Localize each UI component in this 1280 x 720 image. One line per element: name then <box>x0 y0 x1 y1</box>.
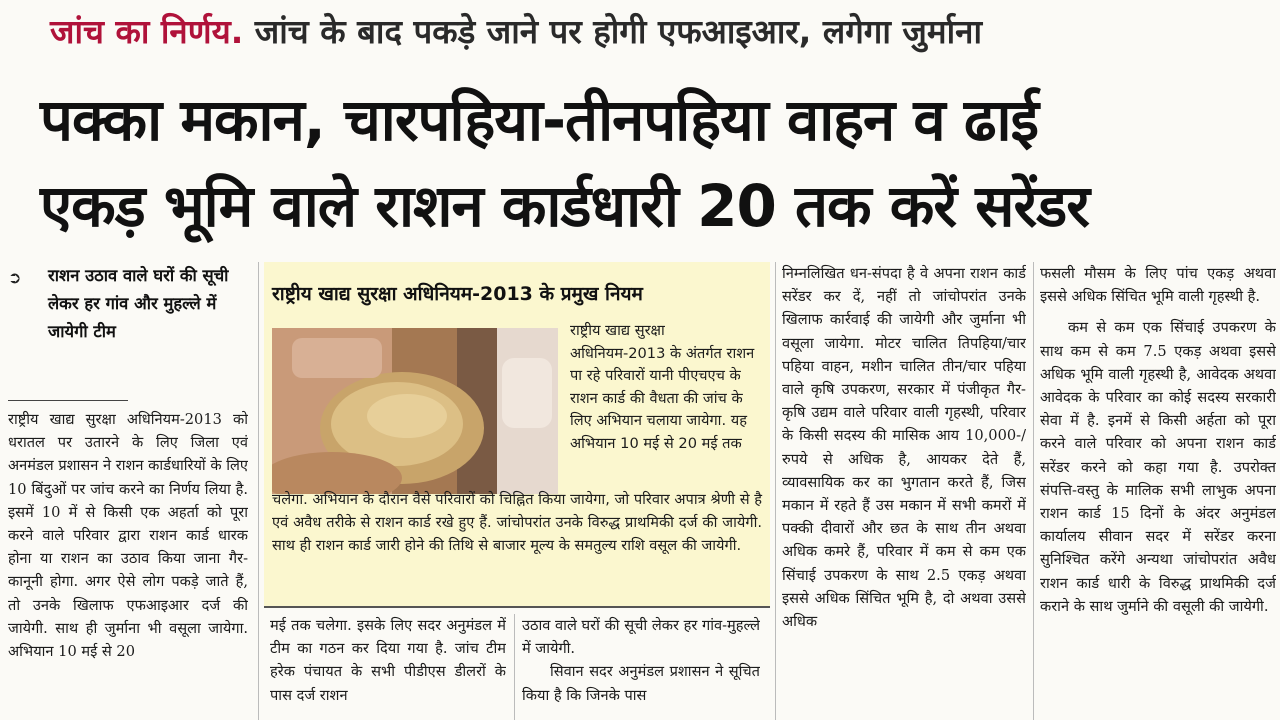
info-box-bottom-text: चलेगा. अभियान के दौरान वैसे परिवारों को चिह्नित किया जायेगा, जो परिवार अपात्र श्रेणी से है एवं अवैध तरीके से राशन कार्ड रखे हुए हैं. जांचोपरांत उनके विरुद्ध प्राथमिकी दर्ज की जायेगी. साथ ही राशन कार्ड जारी होने की तिथि से बाजार मूल्य के समतुल्य राशि वसूल की जायेगी. <box>272 491 762 554</box>
info-box-title: राष्ट्रीय खाद्य सुरक्षा अधिनियम-2013 के प्रमुख नियम <box>272 283 643 305</box>
article-column-2b <box>522 614 760 720</box>
kicker-lead: जांच का निर्णय. <box>50 12 244 51</box>
bullet-text: राशन उठाव वाले घरों की सूची लेकर हर गांव और मुहल्ले में जायेगी टीम <box>48 266 229 341</box>
column-divider <box>775 262 776 720</box>
column-2b-para-2: सिवान सदर अनुमंडल प्रशासन ने सूचित किया है कि जिनके पास <box>522 663 760 704</box>
column-4-para-2: कम से कम एक सिंचाई उपकरण के साथ कम से कम 7.5 एकड़ अथवा इससे अधिक भूमि वाली गृहस्थी है, आवेदक अथवा आवेदक के परिवार का कोई सदस्य सरकारी सेवा में है. इनमें से किसी अर्हता को पूरा करने वाले परिवार को अपना राशन कार्ड सरेंडर करने को कहा गया है. उपरोक्त संपत्ति-वस्तु के मालिक सभी लाभुक अपना राशन कार्ड 15 दिनों के अंदर अनुमंडल कार्यालय सीवान सदर में सरेंडर करना सुनिश्चित करेंगे अन्यथा जांचोपरांत अवैध राशन कार्ड धारी के विरुद्ध प्राथमिकी दर्ज कराने के साथ जुर्माने की वसूली की जायेगी. <box>1040 319 1276 615</box>
bullet-arrow-icon: ➲ <box>8 268 22 287</box>
column-2b-para-1: उठाव वाले घरों की सूची लेकर हर गांव-मुहल्ले में जायेगी. <box>522 617 760 658</box>
headline-line-1: पक्का मकान, चारपहिया-तीनपहिया वाहन व ढाई <box>40 86 1038 154</box>
article-column-4 <box>1040 262 1276 720</box>
kicker-line <box>50 6 1270 58</box>
column-divider <box>1033 262 1034 720</box>
kicker-text: जांच के बाद पकड़े जाने पर होगी एफआइआर, लगेगा जुर्माना <box>254 12 983 51</box>
column-divider <box>514 614 515 720</box>
headline-line-2: एकड़ भूमि वाले राशन कार्डधारी 20 तक करें सरेंडर <box>40 172 1089 240</box>
article-column-2a: मई तक चलेगा. इसके लिए सदर अनुमंडल में टीम का गठन कर दिया गया है. जांच टीम हरेक पंचायत के सभी पीडीएस डीलरों के पास दर्ज राशन <box>270 617 506 704</box>
article-column-3: निम्नलिखित धन-संपदा है वे अपना राशन कार्ड सरेंडर कर दें, नहीं तो जांचोपरांत उनके खिलाफ कार्रवाई की जायेगी और जुर्माना भी वसूला जायेगा. मोटर चालित तिपहिया/चार पहिया वाहन, मशीन चालित तीन/चार पहिया वाले कृषि उपकरण, सरकार में पंजीकृत गैर-कृषि उद्यम वाले परिवार वाली गृहस्थी, परिवार के किसी सदस्य की मासिक आय 10,000-/ रुपये से अधिक है, आयकर देते हैं, व्यावसायिक कर का भुगतान करते हैं, जिस मकान में रहते हैं उस मकान में सभी कमरों में पक्की दीवारों और छत के साथ तीन अथवा अधिक कमरे हैं, परिवार में कम से कम एक सिंचाई उपकरण के साथ 2.5 एकड़ अथवा इससे अधिक सिंचित भूमि है, दो अथवा उससे अधिक <box>782 265 1026 631</box>
column-divider <box>258 262 259 720</box>
info-box <box>264 262 770 608</box>
grain-photo <box>272 328 558 494</box>
info-box-side-text: राष्ट्रीय खाद्य सुरक्षा अधिनियम-2013 के अंतर्गत राशन पा रहे परिवारों यानी पीएचएच के राशन कार्ड की वैधता की जांच के लिए अभियान चलाया जायेगा. यह अभियान 10 मई से 20 मई तक <box>570 322 755 452</box>
divider <box>8 400 128 401</box>
column-4-para-1: फसली मौसम के लिए पांच एकड़ अथवा इससे अधिक सिंचित भूमि वाली गृहस्थी है. <box>1040 265 1276 306</box>
article-column-1: राष्ट्रीय खाद्य सुरक्षा अधिनियम-2013 को धरातल पर उतारने के लिए जिला एवं अनमंडल प्रशासन ने राशन कार्डधारियों के लिए 10 बिंदुओं पर जांच करने का निर्णय लिया है. इसमें 10 में से किसी एक अहर्ता को पूरा करने वाले परिवार द्वारा राशन कार्ड धारक होना या राशन का उठाव किया जाना गैर-कानूनी होगा. अगर ऐसे लोग पकड़े जाते हैं, तो उनके खिलाफ एफआइआर दर्ज की जायेगी. साथ ही जुर्माना भी वसूला जायेगा. अभियान 10 मई से 20 <box>8 411 248 661</box>
